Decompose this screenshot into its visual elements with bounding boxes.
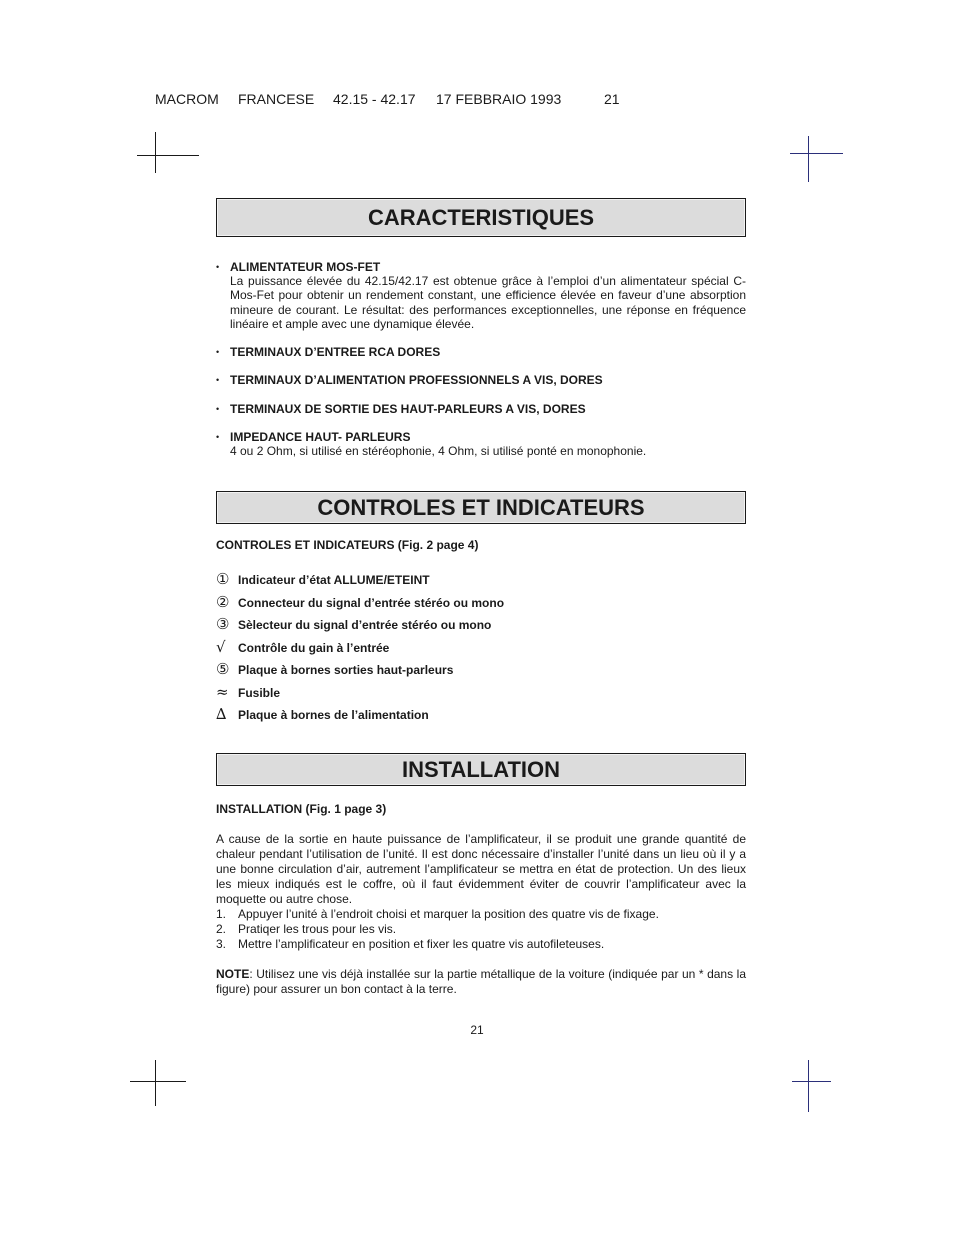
section-title-text: INSTALLATION (401, 757, 561, 782)
step-item (216, 922, 746, 937)
feature-text: 4 ou 2 Ohm, si utilisé en stéréophonie, 4 Ohm, si utilisé ponté en monophonie. (230, 444, 647, 459)
step-item (216, 907, 746, 922)
feature-text: La puissance élevée du 42.15/42.17 est obtenue grâce à l’emploi d’un alimentateur spécial C-Mos-Fet pour obtenir un rendement constant, une efficience élevée en faveur d’une absorption mineure de courant. Le résultat: des performances exceptionnelles, une réponse en fréquence linéaire et ample avec une dynamique élevée. (230, 274, 746, 331)
bullet-icon: • (216, 347, 220, 357)
circled-three-icon: ③ (216, 615, 230, 633)
installation-subtitle: INSTALLATION (Fig. 1 page 3) (216, 802, 387, 816)
controls-subtitle: CONTROLES ET INDICATEURS (Fig. 2 page 4) (216, 538, 479, 552)
feature-title: ALIMENTATEUR MOS-FET (230, 260, 381, 274)
control-item (216, 683, 280, 701)
step-number: 1. (216, 907, 227, 921)
step-text: Pratiqer les trous pour les vis. (238, 922, 397, 936)
section-title-text: CARACTERISTIQUES (367, 205, 595, 230)
step-number: 3. (216, 937, 227, 951)
bullet-icon: • (216, 262, 220, 272)
control-item (216, 638, 389, 656)
bullet-icon: • (216, 404, 220, 414)
installation-paragraph: A cause de la sortie en haute puissance de l’amplificateur, il se produit une grande quantité de chaleur pendant l’utilisation de l’unité. Il est donc nécessaire d’installer l’unité dans un lieu où il y a une bonne circulation d’air, autrement l’amplificateur se mettra en état de protection. Un des lieux les mieux indiqués est le coffre, où il faut évidemment éviter de couvrir l’amplificateur avec la moquette ou autre chose. (216, 832, 746, 906)
control-item (216, 705, 429, 723)
header-models: 42.15 - 42.17 (333, 91, 416, 107)
section-title-caracteristiques (216, 198, 746, 237)
section-title-installation (216, 753, 746, 786)
bullet-icon: • (216, 375, 220, 385)
control-item (216, 615, 491, 633)
circled-two-icon: ② (216, 593, 230, 611)
header-language: FRANCESE (238, 91, 315, 107)
control-label: Indicateur d’état ALLUME/ETEINT (238, 573, 430, 587)
header-brand: MACROM (155, 91, 219, 107)
header-page: 21 (604, 91, 620, 107)
feature-item (216, 430, 746, 458)
bullet-icon: • (216, 432, 220, 442)
control-item (216, 660, 453, 678)
note-label: NOTE (216, 967, 250, 981)
control-label: Sèlecteur du signal d’entrée stéréo ou mono (238, 618, 492, 632)
control-label: Plaque à bornes sorties haut-parleurs (238, 663, 454, 677)
installation-steps (216, 907, 746, 952)
step-number: 2. (216, 922, 227, 936)
feature-item (216, 260, 746, 331)
step-item (216, 937, 746, 952)
approx-equal-icon: ≈ (216, 683, 229, 701)
feature-item (216, 345, 746, 359)
control-label: Fusible (238, 686, 281, 700)
page-number: 21 (470, 1023, 484, 1037)
note-text: : Utilisez une vis déjà installée sur la partie métallique de la voiture (indiquée par un * dans la figure) pour assurer un bon contact à la terre. (216, 967, 746, 996)
feature-item (216, 373, 746, 387)
control-label: Connecteur du signal d’entrée stéréo ou mono (238, 596, 505, 610)
square-root-icon: √ (216, 638, 226, 656)
circled-five-icon: ⑤ (216, 660, 230, 678)
feature-title: TERMINAUX D’ENTREE RCA DORES (230, 345, 441, 359)
control-label: Contrôle du gain à l’entrée (238, 641, 390, 655)
header-date: 17 FEBBRAIO 1993 (436, 91, 562, 107)
section-title-controles (216, 491, 746, 524)
section-title-text: CONTROLES ET INDICATEURS (317, 495, 645, 520)
feature-item (216, 402, 746, 416)
delta-icon: ∆ (216, 705, 227, 723)
feature-title: IMPEDANCE HAUT- PARLEURS (230, 430, 411, 444)
step-text: Mettre l’amplificateur en position et fixer les quatre vis autofileteuses. (238, 937, 605, 951)
feature-title: TERMINAUX DE SORTIE DES HAUT-PARLEURS A VIS, DORES (230, 402, 586, 416)
control-label: Plaque à bornes de l’alimentation (238, 708, 429, 722)
control-item (216, 593, 504, 611)
circled-one-icon: ① (216, 570, 230, 588)
step-text: Appuyer l’unité à l’endroit choisi et marquer la position des quatre vis de fixage. (238, 907, 659, 921)
control-item (216, 570, 430, 588)
feature-title: TERMINAUX D’ALIMENTATION PROFESSIONNELS A VIS, DORES (230, 373, 603, 387)
installation-note (216, 967, 746, 997)
